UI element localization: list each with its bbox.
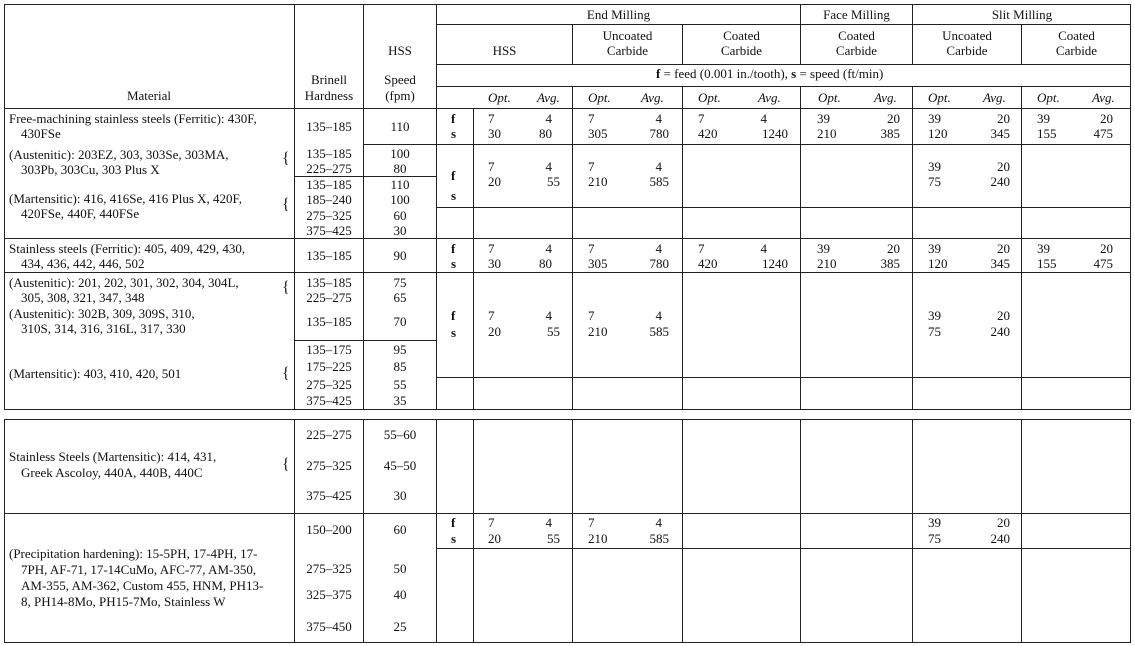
g3-hardness-1a: 225–275 — [306, 427, 352, 442]
v4-smunc-avg-s: 240 — [990, 324, 1010, 339]
vline-slit-b — [912, 86, 913, 410]
g3-hardness-2a: 150–200 — [306, 522, 352, 537]
oa-smcoa-opt: Opt. — [1037, 90, 1060, 105]
hline-g2-data — [436, 377, 1131, 378]
g3-hardness-2b: 275–325 — [306, 561, 352, 576]
v2-emunc-opt-s: 210 — [588, 174, 608, 189]
v2-emhss-opt-s: 20 — [488, 174, 501, 189]
v1-emunc-opt-s: 305 — [588, 126, 608, 141]
g3-speed-1a: 55–60 — [383, 427, 417, 442]
header-slit-milling: Slit Milling — [991, 7, 1053, 22]
v4-emunc-avg-f: 4 — [655, 308, 662, 323]
v5-smunc-opt-f: 39 — [928, 515, 941, 530]
g3-speed-2b: 50 — [393, 561, 407, 576]
g2-speed-3: 70 — [393, 314, 407, 329]
v2-emunc-avg-f: 4 — [655, 159, 662, 174]
v3-fm-avg-s: 385 — [880, 256, 900, 271]
v3-smcoa-avg-f: 20 — [1100, 241, 1113, 256]
oa-emhss-opt: Opt. — [488, 90, 511, 105]
v2-emunc-opt-f: 7 — [588, 159, 595, 174]
oa-smcoa-avg: Avg. — [1092, 90, 1115, 105]
header-face-milling: Face Milling — [823, 7, 890, 22]
header-em-coated-carbide: Carbide — [720, 43, 763, 58]
v4-s-label: s — [451, 325, 457, 340]
v1-smunc-opt-f: 39 — [928, 111, 941, 126]
v3-smunc-opt-f: 39 — [928, 241, 941, 256]
g1-hardness-3b: 185–240 — [306, 192, 352, 207]
g1-hardness-1: 135–185 — [306, 119, 352, 134]
g3-speed-1c: 30 — [393, 488, 407, 503]
g1-speed-3b: 100 — [390, 192, 410, 207]
lower-hline-mid — [4, 513, 1131, 514]
g1-speed-2b: 80 — [393, 161, 407, 176]
g2-speed-2a: 75 — [393, 275, 407, 290]
v5-emunc-avg-f: 4 — [655, 515, 662, 530]
vline-face-b — [800, 86, 801, 410]
vline-sm-coa-b — [1021, 86, 1022, 410]
g2-hardness-3: 135–185 — [306, 314, 352, 329]
v1-smcoa-avg-f: 20 — [1100, 111, 1113, 126]
v3-emhss-opt-f: 7 — [488, 241, 495, 256]
g3-speed-1b: 45–50 — [383, 458, 417, 473]
v1-emunc-opt-f: 7 — [588, 111, 595, 126]
v1-smcoa-avg-s: 475 — [1093, 126, 1113, 141]
oa-fm-avg: Avg. — [874, 90, 897, 105]
v3-smunc-opt-s: 120 — [928, 256, 948, 271]
v5-emhss-avg-f: 4 — [545, 515, 552, 530]
oa-smunc-avg: Avg. — [983, 90, 1006, 105]
v1-f-label: f — [451, 111, 456, 126]
v3-emcoa-opt-f: 7 — [698, 241, 705, 256]
g3-speed-2a: 60 — [393, 522, 407, 537]
v1-emcoa-avg-s: 1240 — [762, 126, 788, 141]
oa-smunc-opt: Opt. — [928, 90, 951, 105]
v1-fm-opt-f: 39 — [817, 111, 830, 126]
v2-f-label: f — [451, 168, 456, 183]
v3-smunc-avg-s: 345 — [990, 256, 1010, 271]
v3-emhss-opt-s: 30 — [488, 256, 501, 271]
v1-fm-avg-f: 20 — [887, 111, 900, 126]
g3-brace-1: { — [282, 456, 290, 473]
header-sm-uncoated-carbide: Carbide — [946, 43, 988, 58]
g3-hardness-2d: 375–450 — [306, 619, 352, 634]
v4-emhss-opt-f: 7 — [488, 308, 495, 323]
v1-emhss-avg-s: 80 — [539, 126, 552, 141]
g1-material-1a: Free-machining stainless steels (Ferritic): 430F, — [9, 111, 257, 126]
g1-speed-3a: 110 — [390, 177, 410, 192]
v5-f-label: f — [451, 515, 456, 530]
g1-hardness-3d: 375–425 — [306, 223, 352, 238]
v3-emhss-avg-f: 4 — [545, 241, 552, 256]
hline-optavg — [436, 86, 1131, 87]
g2-material-4: (Martensitic): 403, 410, 420, 501 — [9, 366, 182, 381]
g2-speed-4b: 85 — [393, 359, 407, 374]
g3-material-2c: AM-355, AM-362, Custom 455, HNM, PH13- — [21, 578, 264, 593]
v3-emunc-avg-s: 780 — [649, 256, 669, 271]
v5-emunc-avg-s: 585 — [649, 531, 669, 546]
g2-material-1a: Stainless steels (Ferritic): 405, 409, 429, 430, — [9, 241, 246, 256]
vline-em-coa-b — [682, 86, 683, 410]
v3-smcoa-opt-s: 155 — [1037, 256, 1057, 271]
v5-s-label: s — [451, 531, 457, 546]
g1-speed-1: 110 — [390, 119, 410, 134]
v3-smunc-avg-f: 20 — [997, 241, 1010, 256]
g2-hardness-4d: 375–425 — [306, 393, 352, 408]
g1-material-2b: 303Pb, 303Cu, 303 Plus X — [21, 162, 160, 177]
v3-emcoa-avg-s: 1240 — [762, 256, 788, 271]
g2-brace-4: { — [282, 365, 290, 382]
v1-emhss-opt-f: 7 — [488, 111, 495, 126]
hline-units — [436, 64, 1131, 65]
v3-emcoa-opt-s: 420 — [698, 256, 718, 271]
g1-material-1b: 430FSe — [21, 126, 61, 141]
v4-emhss-avg-f: 4 — [545, 308, 552, 323]
oa-emcoa-avg: Avg. — [758, 90, 781, 105]
v4-emunc-opt-f: 7 — [588, 308, 595, 323]
v5-emhss-avg-s: 55 — [547, 531, 560, 546]
header-sm-coated-carbide: Carbide — [1055, 43, 1098, 58]
v5-emunc-opt-f: 7 — [588, 515, 595, 530]
hline-r2-data — [436, 207, 1131, 208]
lower-vline-slit — [912, 419, 913, 643]
units-s-text: = speed (ft/min) — [796, 66, 884, 81]
g2-material-1b: 434, 436, 442, 446, 502 — [21, 256, 145, 271]
header-units-legend — [656, 66, 883, 81]
g3-hardness-1c: 375–425 — [306, 488, 352, 503]
v5-emhss-opt-f: 7 — [488, 515, 495, 530]
lower-vline-fs — [473, 419, 474, 643]
v3-fm-opt-s: 210 — [817, 256, 837, 271]
hline-g2-r1 — [4, 272, 1131, 273]
v1-s-label: s — [451, 126, 457, 141]
g1-hardness-2b: 225–275 — [306, 161, 352, 176]
g2-speed-4d: 35 — [393, 393, 407, 408]
hline-g1-bottom — [4, 238, 1131, 239]
g3-material-1a: Stainless Steels (Martensitic): 414, 431, — [9, 449, 217, 464]
header-speed-unit: (fpm) — [385, 88, 415, 103]
g2-hardness-4c: 275–325 — [306, 377, 352, 392]
v5-smunc-avg-f: 20 — [997, 515, 1010, 530]
g2-material-3b: 310S, 314, 316, 316L, 317, 330 — [21, 321, 186, 336]
v2-smunc-opt-s: 75 — [928, 174, 941, 189]
header-sm-uncoated: Uncoated — [942, 28, 992, 43]
hline-top-cats — [436, 24, 1131, 25]
v1-emunc-avg-s: 780 — [649, 126, 669, 141]
hline-r1 — [363, 144, 1131, 145]
v3-emunc-opt-f: 7 — [588, 241, 595, 256]
hline-header-bottom — [4, 108, 1131, 109]
g3-material-2a: (Precipitation hardening): 15-5PH, 17-4PH, 17- — [9, 546, 258, 561]
g2-hardness-4b: 175–225 — [306, 359, 352, 374]
v3-emcoa-avg-f: 4 — [760, 241, 767, 256]
v2-smunc-opt-f: 39 — [928, 159, 941, 174]
g2-hardness-4a: 135–175 — [306, 342, 352, 357]
v1-emhss-opt-s: 30 — [488, 126, 501, 141]
v1-emcoa-avg-f: 4 — [760, 111, 767, 126]
v2-emhss-avg-f: 4 — [545, 159, 552, 174]
v3-emunc-opt-s: 305 — [588, 256, 608, 271]
header-hss-top: HSS — [388, 43, 412, 58]
v3-f-label: f — [451, 241, 456, 256]
v3-fm-opt-f: 39 — [817, 241, 830, 256]
hline-g2-speed — [294, 340, 436, 341]
v1-emhss-avg-f: 4 — [545, 111, 552, 126]
g1-hardness-3a: 135–185 — [306, 177, 352, 192]
v1-smunc-avg-s: 345 — [990, 126, 1010, 141]
v4-smunc-avg-f: 20 — [997, 308, 1010, 323]
vline-fs — [473, 108, 474, 410]
v1-emunc-avg-f: 4 — [655, 111, 662, 126]
v5-smunc-avg-s: 240 — [990, 531, 1010, 546]
units-f-text: = feed (0.001 in./tooth), — [660, 66, 792, 81]
g1-material-2a: (Austenitic): 203EZ, 303, 303Se, 303MA, — [9, 147, 229, 162]
g2-material-2a: (Austenitic): 201, 202, 301, 302, 304, 304L, — [9, 275, 239, 290]
g3-material-2d: 8, PH14-8Mo, PH15-7Mo, Stainless W — [21, 594, 226, 609]
g2-speed-2b: 65 — [393, 290, 407, 305]
v2-smunc-avg-s: 240 — [990, 174, 1010, 189]
v1-smunc-opt-s: 120 — [928, 126, 948, 141]
vline-em-unc-b — [572, 86, 573, 410]
units-s: s — [791, 66, 797, 81]
oa-emunc-opt: Opt. — [588, 90, 611, 105]
v1-emcoa-opt-f: 7 — [698, 111, 705, 126]
v1-emcoa-opt-s: 420 — [698, 126, 718, 141]
g3-hardness-2c: 325–375 — [306, 587, 352, 602]
v2-emhss-opt-f: 7 — [488, 159, 495, 174]
v4-emunc-avg-s: 585 — [649, 324, 669, 339]
v2-emunc-avg-s: 585 — [649, 174, 669, 189]
g1-material-3a: (Martensitic): 416, 416Se, 416 Plus X, 420F, — [9, 191, 242, 206]
g2-hardness-1: 135–185 — [306, 248, 352, 263]
oa-emunc-avg: Avg. — [641, 90, 664, 105]
header-em-coated: Coated — [723, 28, 760, 43]
header-material: Material — [126, 88, 172, 103]
v3-fm-avg-f: 20 — [887, 241, 900, 256]
lower-hline-data — [436, 548, 1131, 549]
g1-brace-3: { — [282, 196, 290, 213]
oa-emcoa-opt: Opt. — [698, 90, 721, 105]
g3-hardness-1b: 275–325 — [306, 458, 352, 473]
g3-material-2b: 7PH, AF-71, 17-14CuMo, AFC-77, AM-350, — [21, 562, 257, 577]
g1-speed-3d: 30 — [393, 223, 407, 238]
v5-emunc-opt-s: 210 — [588, 531, 608, 546]
oa-emhss-avg: Avg. — [537, 90, 560, 105]
g2-brace-2: { — [282, 279, 290, 296]
g2-speed-1: 90 — [393, 248, 407, 263]
v4-f-label: f — [451, 308, 456, 323]
header-fm-coated: Coated — [838, 28, 875, 43]
g2-material-3a: (Austenitic): 302B, 309, 309S, 310, — [9, 306, 195, 321]
v3-smcoa-opt-f: 39 — [1037, 241, 1050, 256]
lower-vline-em-coa — [682, 419, 683, 643]
v3-emunc-avg-f: 4 — [655, 241, 662, 256]
g1-speed-2a: 100 — [390, 146, 410, 161]
g2-hardness-2a: 135–185 — [306, 275, 352, 290]
g3-speed-2d: 25 — [393, 619, 407, 634]
v5-emhss-opt-s: 20 — [488, 531, 501, 546]
header-speed: Speed — [384, 72, 416, 87]
header-em-hss: HSS — [492, 43, 517, 58]
g2-hardness-2b: 225–275 — [306, 290, 352, 305]
g3-material-1b: Greek Ascoloy, 440A, 440B, 440C — [21, 465, 203, 480]
header-em-uncoated-carbide: Carbide — [606, 43, 649, 58]
header-sm-coated: Coated — [1058, 28, 1095, 43]
v3-emhss-avg-s: 80 — [539, 256, 552, 271]
g1-speed-3c: 60 — [393, 208, 407, 223]
units-f: f — [656, 66, 661, 81]
header-em-uncoated: Uncoated — [602, 28, 653, 43]
g2-speed-4c: 55 — [393, 377, 407, 392]
g1-hardness-2a: 135–185 — [306, 146, 352, 161]
header-end-milling: End Milling — [586, 7, 651, 22]
v5-smunc-opt-s: 75 — [928, 531, 941, 546]
g2-material-2b: 305, 308, 321, 347, 348 — [21, 290, 145, 305]
lower-vline-face — [800, 419, 801, 643]
v4-emhss-opt-s: 20 — [488, 324, 501, 339]
v2-emhss-avg-s: 55 — [547, 174, 560, 189]
v3-smcoa-avg-s: 475 — [1093, 256, 1113, 271]
header-hardness: Hardness — [304, 88, 354, 103]
oa-fm-opt: Opt. — [818, 90, 841, 105]
g2-speed-4a: 95 — [393, 342, 407, 357]
v4-smunc-opt-f: 39 — [928, 308, 941, 323]
v1-fm-opt-s: 210 — [817, 126, 837, 141]
lower-vline-speed — [436, 419, 437, 643]
v4-smunc-opt-s: 75 — [928, 324, 941, 339]
header-brinell: Brinell — [310, 72, 348, 87]
v4-emunc-opt-s: 210 — [588, 324, 608, 339]
lower-vline-sm-coa — [1021, 419, 1022, 643]
v2-smunc-avg-f: 20 — [997, 159, 1010, 174]
v1-smcoa-opt-f: 39 — [1037, 111, 1050, 126]
v1-smcoa-opt-s: 155 — [1037, 126, 1057, 141]
g1-brace-2: { — [282, 150, 290, 167]
g3-speed-2c: 40 — [393, 587, 407, 602]
header-fm-coated-carbide: Carbide — [835, 43, 878, 58]
v4-emhss-avg-s: 55 — [547, 324, 560, 339]
v1-smunc-avg-f: 20 — [997, 111, 1010, 126]
g1-hardness-3c: 275–325 — [306, 208, 352, 223]
v1-fm-avg-s: 385 — [880, 126, 900, 141]
v3-s-label: s — [451, 256, 457, 271]
lower-vline-em-unc — [572, 419, 573, 643]
g1-material-3b: 420FSe, 440F, 440FSe — [21, 206, 140, 221]
v2-s-label: s — [451, 188, 457, 203]
